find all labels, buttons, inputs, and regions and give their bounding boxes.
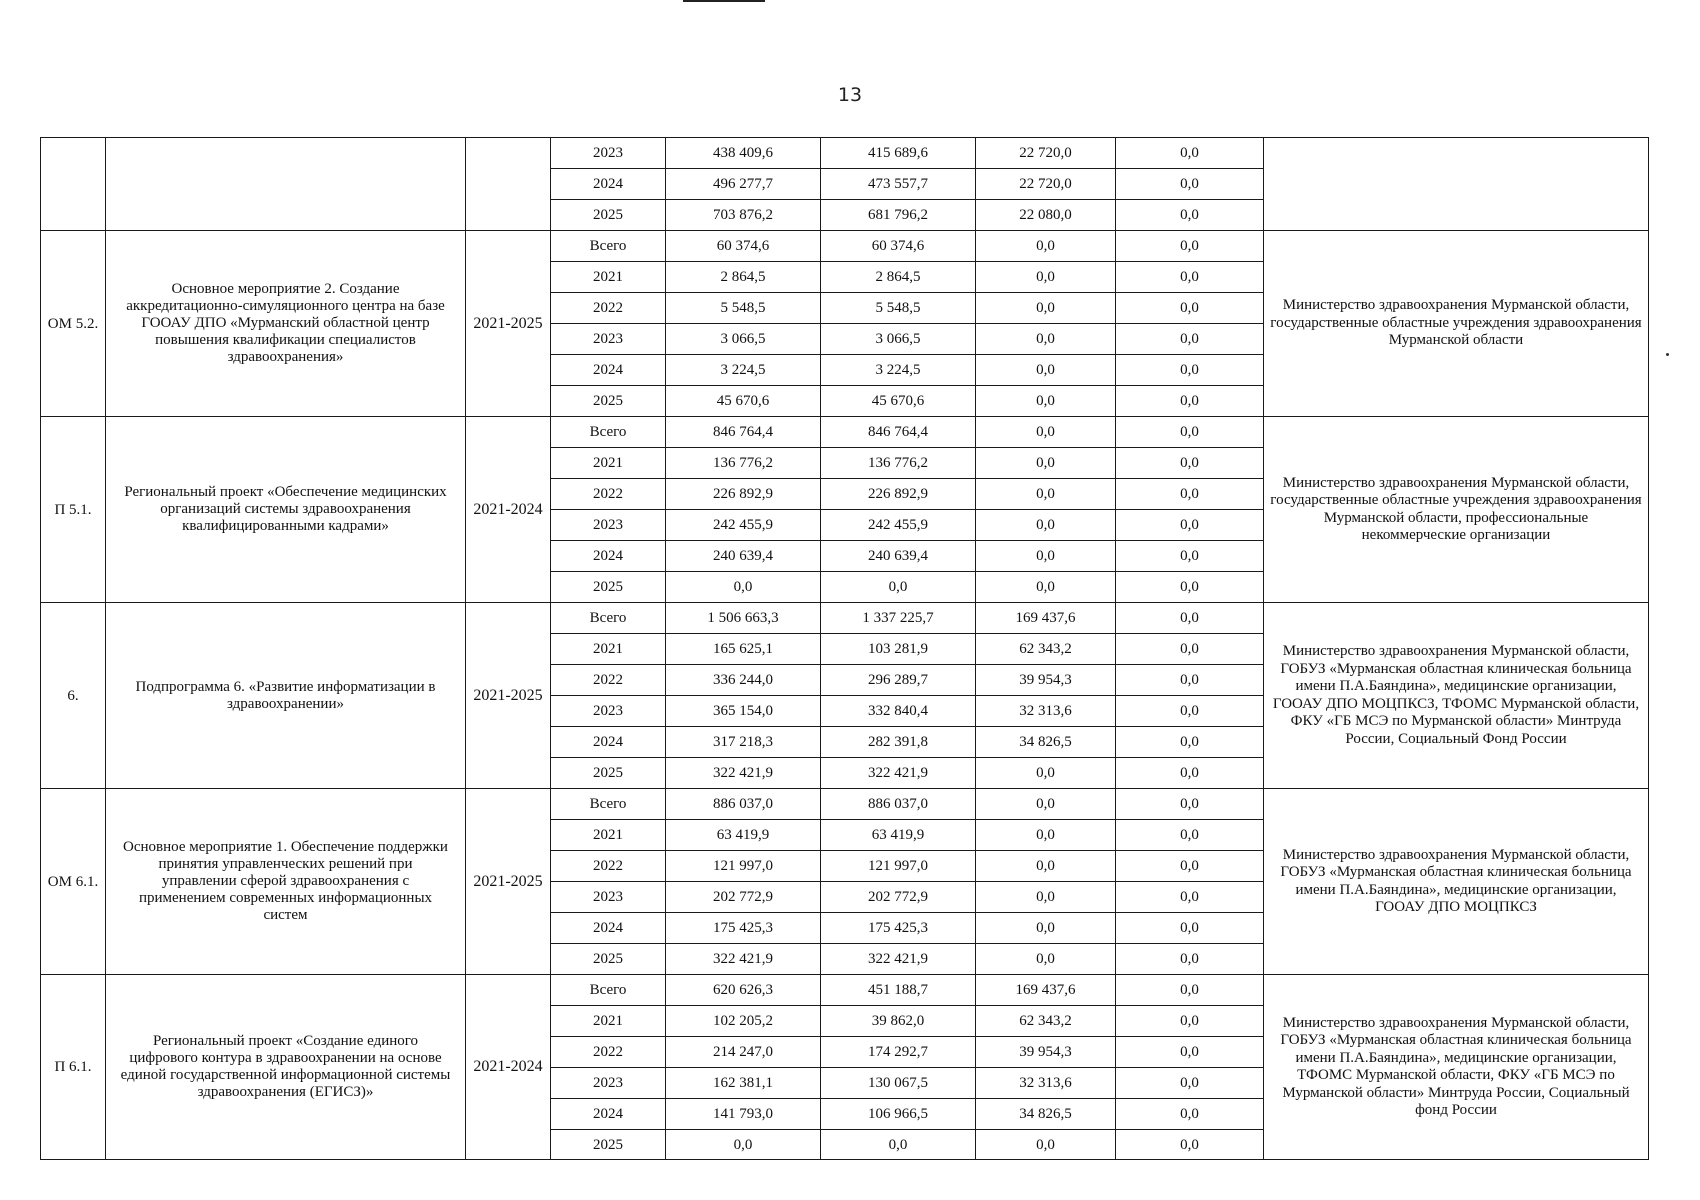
regional-budget-cell: 451 188,7 [821,975,976,1006]
other-sources-cell: 0,0 [1116,572,1264,603]
total-cell: 2 864,5 [666,262,821,293]
other-sources-cell: 0,0 [1116,975,1264,1006]
federal-budget-cell: 22 080,0 [976,200,1116,231]
federal-budget-cell: 0,0 [976,913,1116,944]
other-sources-cell: 0,0 [1116,355,1264,386]
federal-budget-cell: 0,0 [976,324,1116,355]
other-sources-cell: 0,0 [1116,200,1264,231]
year-cell: 2022 [551,1037,666,1068]
total-cell: 45 670,6 [666,386,821,417]
federal-budget-cell: 0,0 [976,789,1116,820]
total-cell: 365 154,0 [666,696,821,727]
year-cell: 2025 [551,572,666,603]
year-cell: 2021 [551,448,666,479]
other-sources-cell: 0,0 [1116,169,1264,200]
federal-budget-cell: 62 343,2 [976,1006,1116,1037]
federal-budget-cell: 22 720,0 [976,169,1116,200]
scan-speck [1666,353,1669,356]
section-executor: Министерство здравоохранения Мурманской области, государственные областные учреждения здравоохранения Мурманской области, профессиональные некоммерческие организации [1264,417,1649,603]
other-sources-cell: 0,0 [1116,634,1264,665]
year-cell: 2025 [551,944,666,975]
federal-budget-cell: 22 720,0 [976,138,1116,169]
table-row [41,789,1649,820]
section-period: 2021-2025 [466,231,551,417]
federal-budget-cell: 0,0 [976,386,1116,417]
other-sources-cell: 0,0 [1116,324,1264,355]
regional-budget-cell: 63 419,9 [821,820,976,851]
federal-budget-cell: 169 437,6 [976,975,1116,1006]
federal-budget-cell: 39 954,3 [976,1037,1116,1068]
total-cell: 165 625,1 [666,634,821,665]
regional-budget-cell: 846 764,4 [821,417,976,448]
other-sources-cell: 0,0 [1116,882,1264,913]
other-sources-cell: 0,0 [1116,851,1264,882]
regional-budget-cell: 5 548,5 [821,293,976,324]
section-name: Основное мероприятие 2. Создание аккредитационно-симуляционного центра на базе ГООАУ ДПО «Мурманский областной центр повышения квалификации специалистов здравоохранения» [106,231,466,417]
total-cell: 121 997,0 [666,851,821,882]
regional-budget-cell: 39 862,0 [821,1006,976,1037]
section-code: П 5.1. [41,417,106,603]
section-executor: Министерство здравоохранения Мурманской области, ГОБУЗ «Мурманская областная клиническая больница имени П.А.Баяндина», медицинские организации, ТФОМС Мурманской области, ФКУ «ГБ МСЭ по Мурманской области» Минтруда России, Социальный фонд России [1264,975,1649,1160]
year-cell: 2023 [551,138,666,169]
year-cell: 2024 [551,1099,666,1130]
total-cell: 202 772,9 [666,882,821,913]
federal-budget-cell: 62 343,2 [976,634,1116,665]
federal-budget-cell: 0,0 [976,510,1116,541]
total-cell: 102 205,2 [666,1006,821,1037]
federal-budget-cell: 0,0 [976,293,1116,324]
other-sources-cell: 0,0 [1116,1037,1264,1068]
section-period: 2021-2024 [466,417,551,603]
year-cell: 2024 [551,169,666,200]
other-sources-cell: 0,0 [1116,231,1264,262]
section-executor: Министерство здравоохранения Мурманской области, ГОБУЗ «Мурманская областная клиническая больница имени П.А.Баяндина», медицинские организации, ГООАУ ДПО МОЦПКСЗ [1264,789,1649,975]
other-sources-cell: 0,0 [1116,1099,1264,1130]
regional-budget-cell: 3 066,5 [821,324,976,355]
federal-budget-cell: 0,0 [976,262,1116,293]
federal-budget-cell: 0,0 [976,231,1116,262]
section-executor: Министерство здравоохранения Мурманской области, государственные областные учреждения здравоохранения Мурманской области [1264,231,1649,417]
regional-budget-cell: 106 966,5 [821,1099,976,1130]
page-number: 13 [837,84,863,106]
federal-budget-cell: 0,0 [976,944,1116,975]
regional-budget-cell: 130 067,5 [821,1068,976,1099]
total-cell: 3 066,5 [666,324,821,355]
section-code: ОМ 6.1. [41,789,106,975]
regional-budget-cell: 60 374,6 [821,231,976,262]
other-sources-cell: 0,0 [1116,138,1264,169]
other-sources-cell: 0,0 [1116,386,1264,417]
continuation-row [41,138,1649,169]
total-cell: 136 776,2 [666,448,821,479]
federal-budget-cell: 32 313,6 [976,696,1116,727]
regional-budget-cell: 886 037,0 [821,789,976,820]
total-cell: 317 218,3 [666,727,821,758]
regional-budget-cell: 136 776,2 [821,448,976,479]
total-cell: 242 455,9 [666,510,821,541]
year-cell: 2023 [551,1068,666,1099]
total-cell: 846 764,4 [666,417,821,448]
year-cell: 2023 [551,696,666,727]
regional-budget-cell: 322 421,9 [821,758,976,789]
year-cell: Всего [551,975,666,1006]
other-sources-cell: 0,0 [1116,789,1264,820]
total-cell: 703 876,2 [666,200,821,231]
federal-budget-cell: 0,0 [976,820,1116,851]
section-name: Основное мероприятие 1. Обеспечение поддержки принятия управленческих решений при управлении сферой здравоохранения с применением современных информационных систем [106,789,466,975]
total-cell: 63 419,9 [666,820,821,851]
regional-budget-cell: 473 557,7 [821,169,976,200]
section-period: 2021-2025 [466,789,551,975]
total-cell: 620 626,3 [666,975,821,1006]
regional-budget-cell: 282 391,8 [821,727,976,758]
total-cell: 141 793,0 [666,1099,821,1130]
total-cell: 175 425,3 [666,913,821,944]
regional-budget-cell: 175 425,3 [821,913,976,944]
year-cell: 2024 [551,727,666,758]
federal-budget-cell: 0,0 [976,882,1116,913]
other-sources-cell: 0,0 [1116,541,1264,572]
section-code: ОМ 5.2. [41,231,106,417]
year-cell: 2024 [551,355,666,386]
section-name: Региональный проект «Обеспечение медицинских организаций системы здравоохранения квалифицированными кадрами» [106,417,466,603]
other-sources-cell: 0,0 [1116,1006,1264,1037]
year-cell: 2023 [551,882,666,913]
total-cell: 336 244,0 [666,665,821,696]
federal-budget-cell: 0,0 [976,541,1116,572]
year-cell: 2021 [551,820,666,851]
year-cell: Всего [551,417,666,448]
other-sources-cell: 0,0 [1116,1130,1264,1160]
regional-budget-cell: 332 840,4 [821,696,976,727]
regional-budget-cell: 121 997,0 [821,851,976,882]
other-sources-cell: 0,0 [1116,262,1264,293]
other-sources-cell: 0,0 [1116,1068,1264,1099]
federal-budget-cell: 0,0 [976,572,1116,603]
regional-budget-cell: 415 689,6 [821,138,976,169]
other-sources-cell: 0,0 [1116,417,1264,448]
regional-budget-cell: 681 796,2 [821,200,976,231]
other-sources-cell: 0,0 [1116,944,1264,975]
year-cell: 2025 [551,200,666,231]
other-sources-cell: 0,0 [1116,913,1264,944]
year-cell: Всего [551,231,666,262]
table-row [41,417,1649,448]
continuation-executor-cell [1264,138,1649,231]
year-cell: 2021 [551,1006,666,1037]
regional-budget-cell: 240 639,4 [821,541,976,572]
year-cell: 2023 [551,510,666,541]
total-cell: 322 421,9 [666,944,821,975]
regional-budget-cell: 242 455,9 [821,510,976,541]
federal-budget-cell: 0,0 [976,1130,1116,1160]
top-edge-mark [683,0,765,2]
year-cell: 2023 [551,324,666,355]
year-cell: 2025 [551,1130,666,1160]
regional-budget-cell: 45 670,6 [821,386,976,417]
section-name: Региональный проект «Создание единого цифрового контура в здравоохранении на основе единой государственной информационной системы здравоохранения (ЕГИСЗ)» [106,975,466,1160]
continuation-name-cell [106,138,466,231]
regional-budget-cell: 0,0 [821,572,976,603]
federal-budget-cell: 169 437,6 [976,603,1116,634]
total-cell: 496 277,7 [666,169,821,200]
section-code: 6. [41,603,106,789]
federal-budget-cell: 0,0 [976,851,1116,882]
federal-budget-cell: 0,0 [976,448,1116,479]
regional-budget-cell: 322 421,9 [821,944,976,975]
year-cell: 2022 [551,851,666,882]
federal-budget-cell: 39 954,3 [976,665,1116,696]
year-cell: 2024 [551,541,666,572]
regional-budget-cell: 0,0 [821,1130,976,1160]
section-name: Подпрограмма 6. «Развитие информатизации в здравоохранении» [106,603,466,789]
federal-budget-cell: 34 826,5 [976,727,1116,758]
section-code: П 6.1. [41,975,106,1160]
regional-budget-cell: 1 337 225,7 [821,603,976,634]
other-sources-cell: 0,0 [1116,696,1264,727]
federal-budget-cell: 0,0 [976,479,1116,510]
year-cell: 2022 [551,665,666,696]
federal-budget-cell: 0,0 [976,355,1116,386]
total-cell: 5 548,5 [666,293,821,324]
other-sources-cell: 0,0 [1116,479,1264,510]
section-executor: Министерство здравоохранения Мурманской области, ГОБУЗ «Мурманская областная клиническая больница имени П.А.Баяндина», медицинские организации, ГООАУ ДПО МОЦПКСЗ, ТФОМС Мурманской области, ФКУ «ГБ МСЭ по Мурманской области» Минтруда России, Социальный Фонд России [1264,603,1649,789]
other-sources-cell: 0,0 [1116,603,1264,634]
total-cell: 214 247,0 [666,1037,821,1068]
federal-budget-cell: 32 313,6 [976,1068,1116,1099]
section-period: 2021-2025 [466,603,551,789]
year-cell: 2025 [551,386,666,417]
regional-budget-cell: 296 289,7 [821,665,976,696]
year-cell: 2024 [551,913,666,944]
other-sources-cell: 0,0 [1116,665,1264,696]
total-cell: 0,0 [666,572,821,603]
year-cell: Всего [551,603,666,634]
total-cell: 1 506 663,3 [666,603,821,634]
other-sources-cell: 0,0 [1116,448,1264,479]
total-cell: 0,0 [666,1130,821,1160]
table-row [41,975,1649,1006]
federal-budget-cell: 0,0 [976,417,1116,448]
total-cell: 60 374,6 [666,231,821,262]
other-sources-cell: 0,0 [1116,293,1264,324]
year-cell: Всего [551,789,666,820]
funding-table [40,137,1649,1160]
table-row [41,231,1649,262]
section-period: 2021-2024 [466,975,551,1160]
year-cell: 2021 [551,634,666,665]
continuation-period-cell [466,138,551,231]
other-sources-cell: 0,0 [1116,758,1264,789]
federal-budget-cell: 34 826,5 [976,1099,1116,1130]
year-cell: 2022 [551,293,666,324]
federal-budget-cell: 0,0 [976,758,1116,789]
regional-budget-cell: 202 772,9 [821,882,976,913]
total-cell: 438 409,6 [666,138,821,169]
regional-budget-cell: 2 864,5 [821,262,976,293]
year-cell: 2022 [551,479,666,510]
total-cell: 886 037,0 [666,789,821,820]
other-sources-cell: 0,0 [1116,727,1264,758]
regional-budget-cell: 226 892,9 [821,479,976,510]
year-cell: 2025 [551,758,666,789]
regional-budget-cell: 103 281,9 [821,634,976,665]
total-cell: 322 421,9 [666,758,821,789]
year-cell: 2021 [551,262,666,293]
total-cell: 226 892,9 [666,479,821,510]
continuation-code-cell [41,138,106,231]
regional-budget-cell: 3 224,5 [821,355,976,386]
other-sources-cell: 0,0 [1116,820,1264,851]
table-row [41,603,1649,634]
total-cell: 162 381,1 [666,1068,821,1099]
regional-budget-cell: 174 292,7 [821,1037,976,1068]
total-cell: 3 224,5 [666,355,821,386]
funding-table-body [41,138,1649,1160]
other-sources-cell: 0,0 [1116,510,1264,541]
total-cell: 240 639,4 [666,541,821,572]
